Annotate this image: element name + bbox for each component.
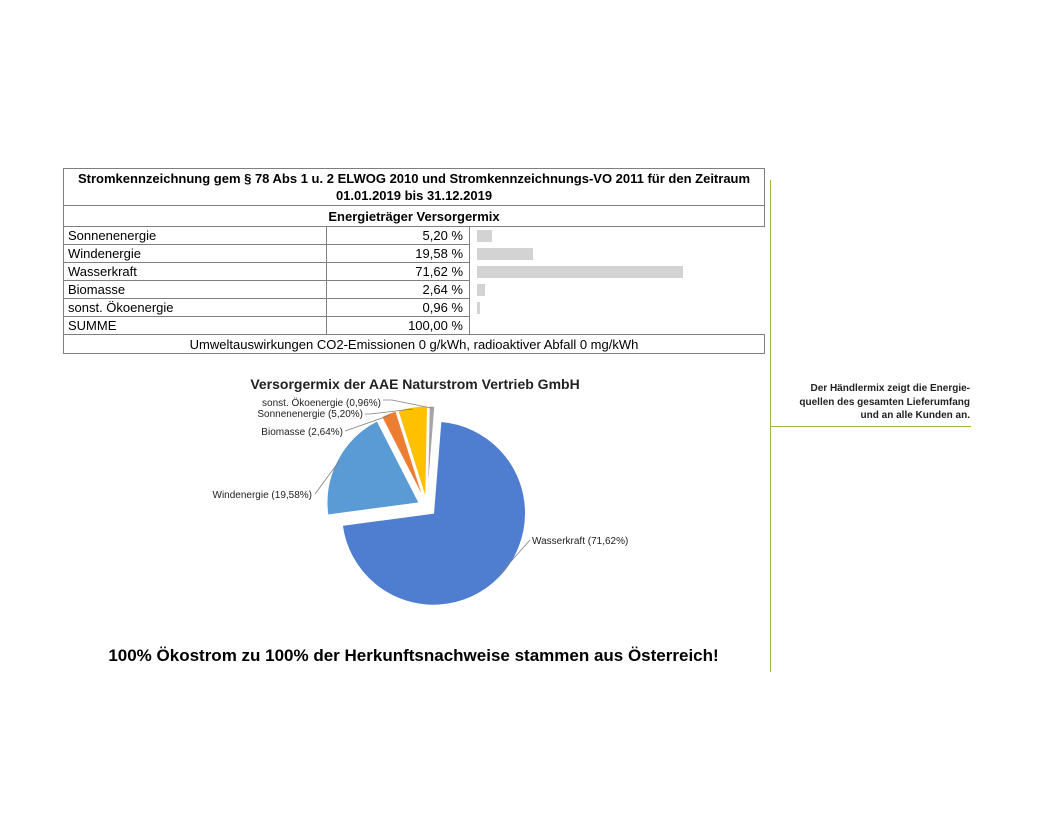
sum-label: SUMME: [64, 317, 327, 335]
side-note-line1: Der Händlermix zeigt die Energie-: [810, 383, 970, 394]
side-note: [776, 382, 970, 423]
row-label-wasserkraft: Wasserkraft: [64, 263, 327, 281]
share-bar: [477, 248, 533, 260]
row-value-wasserkraft: 71,62 %: [327, 263, 470, 281]
table-subtitle: Energieträger Versorgermix: [64, 206, 765, 227]
energy-mix-table: [63, 168, 765, 354]
supplier-mix-pie-chart: [180, 372, 660, 608]
pie-title: Versorgermix der AAE Naturstrom Vertrieb GmbH: [250, 376, 580, 392]
row-value-oekoenergie: 0,96 %: [327, 299, 470, 317]
side-note-line2: quellen des gesamten Lieferumfang: [799, 396, 970, 408]
share-bar: [477, 284, 485, 296]
share-bar: [477, 230, 492, 242]
table-row: [64, 263, 765, 281]
pie-slice-sonst-koenergie: [427, 406, 434, 498]
share-bar: [477, 266, 683, 278]
pie-label-biomasse: Biomasse (2,64%): [261, 427, 343, 438]
table-title-line1: Stromkennzeichnung gem § 78 Abs 1 u. 2 ELWOG 2010 und Stromkennzeichnungs-VO 2011 für den Zeitraum: [77, 171, 751, 186]
pie-slices: [327, 406, 525, 605]
table-title: [64, 169, 765, 206]
pie-label-sonnenenergie: Sonnenenergie (5,20%): [257, 409, 363, 420]
table-title-line2: 01.01.2019 bis 31.12.2019: [335, 188, 493, 203]
pie-label-sonst-koenergie: sonst. Ökoenergie (0,96%): [262, 398, 381, 409]
table-row: [64, 227, 765, 245]
leader-line: [383, 400, 432, 408]
pie-label-wasserkraft: Wasserkraft (71,62%): [532, 536, 629, 547]
row-value-windenergie: 19,58 %: [327, 245, 470, 263]
row-value-sonnenenergie: 5,20 %: [327, 227, 470, 245]
environment-impact-note: Umweltauswirkungen CO2-Emissionen 0 g/kWh, radioaktiver Abfall 0 mg/kWh: [64, 335, 765, 354]
pie-label-windenergie: Windenergie (19,58%): [212, 490, 312, 501]
sum-value: 100,00 %: [327, 317, 470, 335]
row-label-windenergie: Windenergie: [64, 245, 327, 263]
table-row-sum: [64, 317, 765, 335]
origin-headline: 100% Ökostrom zu 100% der Herkunftsnachweise stammen aus Österreich!: [108, 646, 719, 665]
divider-horizontal: [770, 426, 971, 427]
table-row: [64, 299, 765, 317]
table-row: [64, 245, 765, 263]
table-row: [64, 281, 765, 299]
row-label-biomasse: Biomasse: [64, 281, 327, 299]
row-value-biomasse: 2,64 %: [327, 281, 470, 299]
side-note-line3: und an alle Kunden an.: [860, 410, 970, 421]
row-label-sonnenenergie: Sonnenenergie: [64, 227, 327, 245]
share-bar: [477, 302, 480, 314]
row-label-oekoenergie: sonst. Ökoenergie: [64, 299, 327, 317]
